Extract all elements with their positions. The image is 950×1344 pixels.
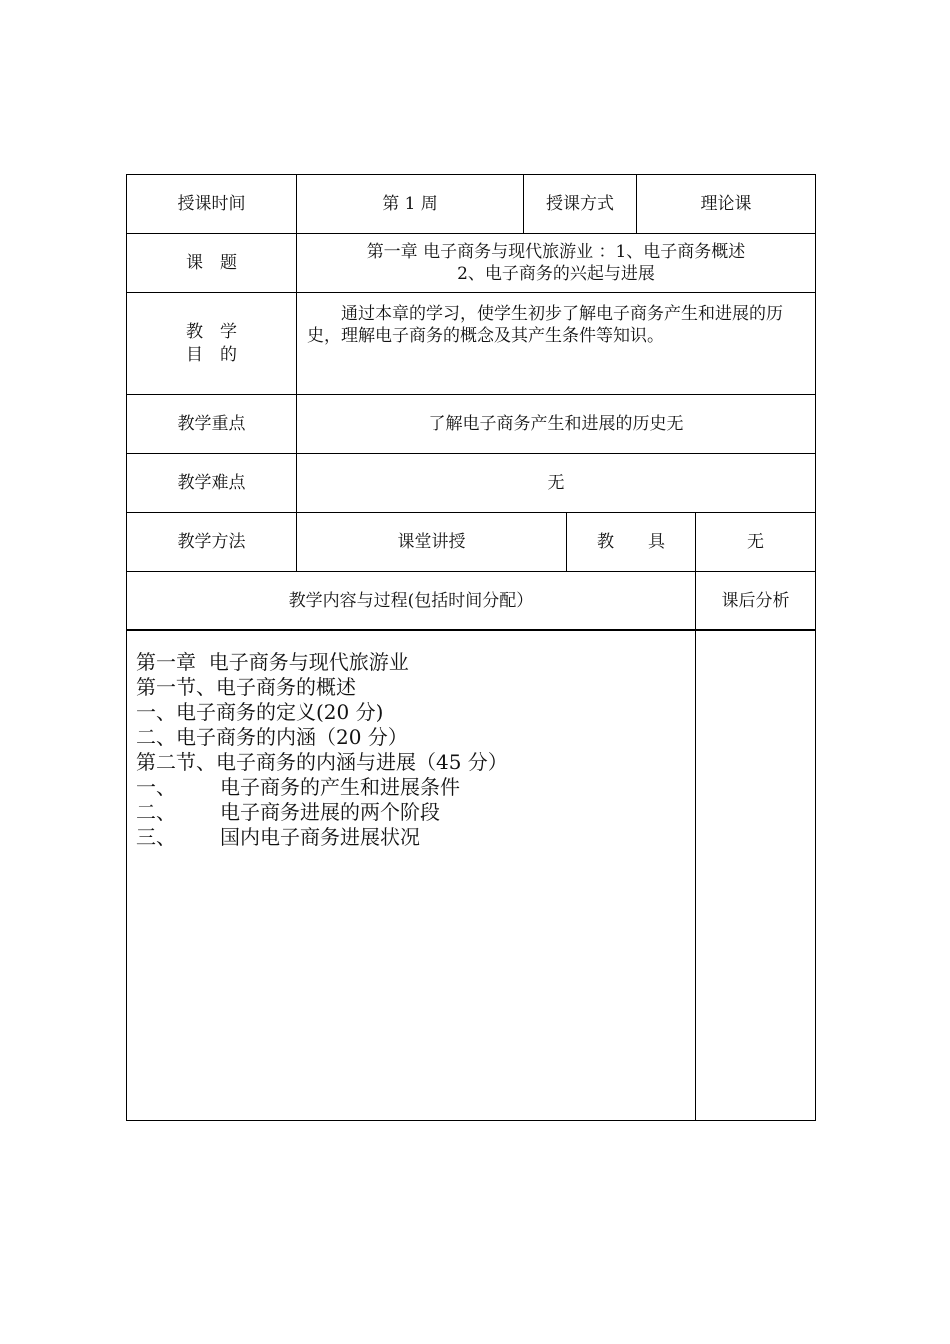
numbered-item-3 bbox=[136, 825, 695, 850]
numbered-item-3-num: 三、 bbox=[136, 825, 176, 849]
topic-label: 课 题 bbox=[127, 234, 297, 293]
topic-line-2: 2、电子商务的兴起与进展 bbox=[457, 264, 655, 284]
difficulty-label: 教学难点 bbox=[127, 454, 297, 513]
tools-value: 无 bbox=[696, 513, 816, 572]
purpose-label-line-2: 目 的 bbox=[186, 344, 237, 365]
content-table bbox=[126, 629, 816, 1121]
content-cell bbox=[127, 630, 696, 1121]
analysis-header: 课后分析 bbox=[696, 572, 816, 631]
tools-label: 教 具 bbox=[567, 513, 696, 572]
numbered-item-2-text: 电子商务进展的两个阶段 bbox=[220, 800, 440, 824]
mode-label: 授课方式 bbox=[524, 175, 637, 234]
content-line-section-2: 第二节、电子商务的内涵与进展（45 分） bbox=[136, 750, 508, 774]
content-line-item-2: 二、电子商务的内涵（20 分） bbox=[136, 725, 408, 749]
week-value: 第 1 周 bbox=[297, 175, 524, 234]
content-line-item-1: 一、电子商务的定义(20 分) bbox=[136, 700, 384, 724]
numbered-item-1-text: 电子商务的产生和进展条件 bbox=[220, 775, 460, 799]
numbered-item-2 bbox=[136, 800, 695, 825]
time-label: 授课时间 bbox=[127, 175, 297, 234]
purpose-label bbox=[127, 293, 297, 395]
content-line-section-1: 第一节、电子商务的概述 bbox=[136, 675, 356, 699]
purpose-row bbox=[127, 293, 816, 395]
key-points-row bbox=[127, 395, 816, 454]
difficulty-value: 无 bbox=[297, 454, 816, 513]
topic-row bbox=[127, 234, 816, 293]
content-header: 教学内容与过程(包括时间分配） bbox=[127, 572, 696, 631]
method-row bbox=[127, 513, 816, 572]
key-points-value: 了解电子商务产生和进展的历史无 bbox=[297, 395, 816, 454]
content-list bbox=[127, 630, 695, 850]
course-info-table bbox=[126, 174, 816, 513]
numbered-item-1 bbox=[136, 775, 695, 800]
purpose-text: 通过本章的学习，使学生初步了解电子商务产生和进展的历史，理解电子商务的概念及其产生条件等知识。 bbox=[307, 304, 783, 347]
topic-line-1: 第一章 电子商务与现代旅游业 ：1、电子商务概述 bbox=[366, 241, 746, 262]
content-header-row bbox=[127, 572, 816, 631]
purpose-label-line-1: 教 学 bbox=[186, 322, 237, 343]
key-points-label: 教学重点 bbox=[127, 395, 297, 454]
content-body-row bbox=[127, 630, 816, 1121]
method-value: 课堂讲授 bbox=[297, 513, 567, 572]
schedule-row bbox=[127, 175, 816, 234]
mode-value: 理论课 bbox=[637, 175, 816, 234]
method-label: 教学方法 bbox=[127, 513, 297, 572]
numbered-item-3-text: 国内电子商务进展状况 bbox=[220, 825, 420, 849]
purpose-value bbox=[297, 293, 816, 395]
analysis-cell bbox=[696, 630, 816, 1121]
difficulty-row bbox=[127, 454, 816, 513]
method-table bbox=[126, 512, 816, 631]
topic-value bbox=[297, 234, 816, 293]
content-line-chapter: 第一章 电子商务与现代旅游业 bbox=[136, 650, 409, 674]
numbered-item-2-num: 二、 bbox=[136, 800, 176, 824]
numbered-item-1-num: 一、 bbox=[136, 775, 176, 799]
